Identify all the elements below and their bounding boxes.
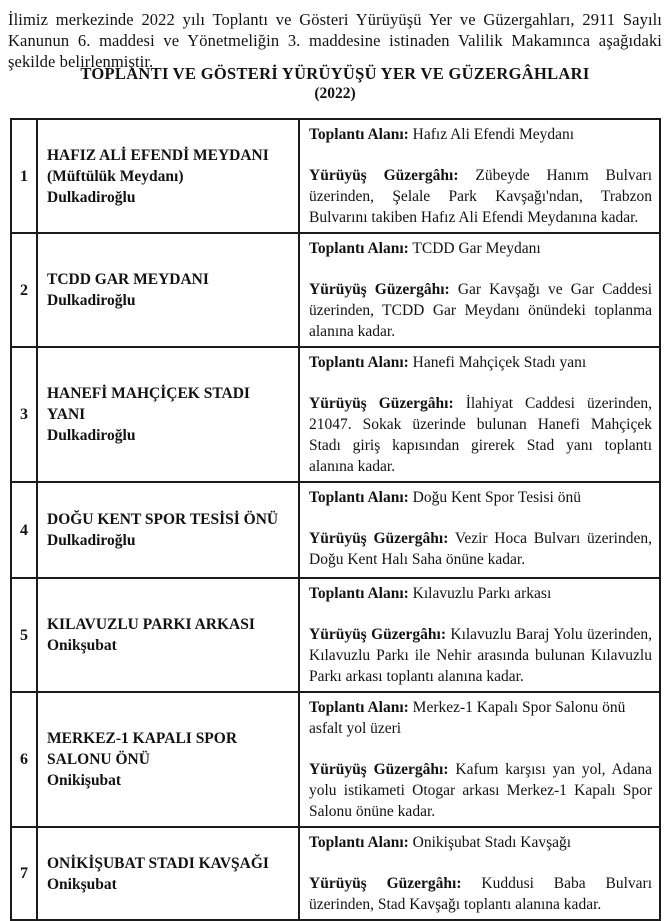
table-row <box>11 347 660 482</box>
row-number: 7 <box>11 827 37 920</box>
place-name: MERKEZ-1 KAPALI SPOR SALONU ÖNÜ <box>47 730 238 768</box>
meeting-area-label: Toplantı Alanı: <box>309 585 409 602</box>
table-row <box>11 233 660 347</box>
march-route-value: Zübeyde Hanım Bulvarı üzerinden, Şelale Park Kavşağı'ndan, Trabzon Bulvarını takiben Hafız Ali Efendi Meydanına kadar. <box>309 167 653 226</box>
meeting-area-line <box>309 583 652 604</box>
routes-table <box>10 118 661 921</box>
intro-paragraph: İlimiz merkezinde 2022 yılı Toplantı ve Gösteri Yürüyüşü Yer ve Güzergahları, 2911 Sayılı Kanunun 6. maddesi ve Yönetmeliğin 3. maddesine istinaden Valilik Makamınca aşağıdaki şekilde belirlenmiştir. <box>8 10 662 71</box>
meeting-area-value: Merkez-1 Kapalı Spor Salonu önü asfalt yol üzeri <box>309 699 626 737</box>
march-route-line <box>309 528 652 570</box>
march-route-label: Yürüyüş Güzergâhı: <box>309 626 446 643</box>
district-name: Dulkadiroğlu <box>47 532 136 549</box>
table-row <box>11 482 660 578</box>
meeting-area-label: Toplantı Alanı: <box>309 354 409 371</box>
march-route-line <box>309 279 652 342</box>
page-title: TOPLANTI VE GÖSTERİ YÜRÜYÜŞÜ YER VE GÜZERGÂHLARI <box>80 64 590 83</box>
district-name: Onikşubat <box>47 637 117 654</box>
meeting-area-value: Doğu Kent Spor Tesisi önü <box>412 489 581 506</box>
march-route-label: Yürüyüş Güzergâhı: <box>309 875 462 892</box>
march-route-label: Yürüyüş Güzergâhı: <box>309 281 450 298</box>
march-route-line <box>309 759 652 822</box>
row-number: 2 <box>11 233 37 347</box>
meeting-area-line <box>309 487 652 508</box>
place-cell <box>37 119 299 233</box>
meeting-area-label: Toplantı Alanı: <box>309 126 409 143</box>
march-route-value: Gar Kavşağı ve Gar Caddesi üzerinden, TCDD Gar Meydanı önündeki toplanma alanına kadar. <box>309 281 653 340</box>
meeting-area-label: Toplantı Alanı: <box>309 240 409 257</box>
meeting-area-line <box>309 697 652 739</box>
march-route-value: İlahiyat Caddesi üzerinden, 21047. Sokak üzerinde bulunan Hanefi Mahçiçek Stadı giriş kapısından girerek Stad yanı toplantı alanına kadar. <box>309 395 653 475</box>
march-route-line <box>309 393 652 477</box>
district-name: Onikişubat <box>47 772 122 789</box>
meeting-area-value: TCDD Gar Meydanı <box>412 240 541 257</box>
district-name: Dulkadiroğlu <box>47 427 136 444</box>
details-cell <box>299 692 660 827</box>
place-cell <box>37 692 299 827</box>
place-cell <box>37 482 299 578</box>
details-cell <box>299 119 660 233</box>
meeting-area-line <box>309 124 652 145</box>
march-route-value: Kuddusi Baba Bulvarı üzerinden, Stad Kavşağı toplantı alanına kadar. <box>309 875 652 913</box>
page-subtitle-year: (2022) <box>314 85 356 102</box>
place-cell <box>37 827 299 920</box>
march-route-line <box>309 873 652 915</box>
meeting-area-line <box>309 238 652 259</box>
meeting-area-label: Toplantı Alanı: <box>309 699 409 716</box>
place-name: TCDD GAR MEYDANI <box>47 271 209 288</box>
row-number: 4 <box>11 482 37 578</box>
meeting-area-value: Hafız Ali Efendi Meydanı <box>412 126 575 143</box>
meeting-area-line <box>309 352 652 373</box>
march-route-value: Kılavuzlu Baraj Yolu üzerinden, Kılavuzlu Parkı ile Nehir arasında bulunan Kılavuzlu Parkı arkası toplantı alanına kadar. <box>309 626 653 685</box>
march-route-line <box>309 624 652 687</box>
place-name: HAFIZ ALİ EFENDİ MEYDANI <box>47 146 269 164</box>
place-name: KILAVUZLU PARKI ARKASI <box>47 616 255 633</box>
meeting-area-label: Toplantı Alanı: <box>309 489 409 506</box>
row-number: 1 <box>11 119 37 233</box>
march-route-label: Yürüyüş Güzergâhı: <box>309 395 454 412</box>
march-route-value: Vezir Hoca Bulvarı üzerinden, Doğu Kent Halı Saha önüne kadar. <box>309 530 652 568</box>
details-cell <box>299 827 660 920</box>
row-number: 6 <box>11 692 37 827</box>
place-cell <box>37 233 299 347</box>
march-route-label: Yürüyüş Güzergâhı: <box>309 167 459 184</box>
meeting-area-value: Hanefi Mahçiçek Stadı yanı <box>412 354 587 371</box>
place-cell <box>37 578 299 692</box>
table-row <box>11 119 660 233</box>
district-name: Dulkadiroğlu <box>47 188 136 206</box>
meeting-area-line <box>309 832 652 853</box>
table-row <box>11 692 660 827</box>
details-cell <box>299 578 660 692</box>
place-cell <box>37 347 299 482</box>
details-cell <box>299 347 660 482</box>
meeting-area-value: Kılavuzlu Parkı arkası <box>412 585 552 602</box>
row-number: 5 <box>11 578 37 692</box>
march-route-line <box>309 165 652 228</box>
march-route-label: Yürüyüş Güzergâhı: <box>309 530 449 547</box>
table-row <box>11 827 660 920</box>
district-name: Dulkadiroğlu <box>47 292 136 309</box>
table-row <box>11 578 660 692</box>
details-cell <box>299 233 660 347</box>
place-alt-name: (Müftülük Meydanı) <box>47 167 184 185</box>
meeting-area-value: Onikişubat Stadı Kavşağı <box>412 834 572 851</box>
place-name: ONİKİŞUBAT STADI KAVŞAĞI <box>47 854 269 872</box>
details-cell <box>299 482 660 578</box>
meeting-area-label: Toplantı Alanı: <box>309 834 409 851</box>
march-route-label: Yürüyüş Güzergâhı: <box>309 761 449 778</box>
march-route-value: Kafum karşısı yan yol, Adana yolu istikameti Otogar arkası Merkez-1 Kapalı Spor Salonu önüne kadar. <box>309 761 653 820</box>
title-block <box>0 64 670 103</box>
district-name: Onikşubat <box>47 875 117 893</box>
place-name: DOĞU KENT SPOR TESİSİ ÖNÜ <box>47 511 279 528</box>
row-number: 3 <box>11 347 37 482</box>
place-name: HANEFİ MAHÇİÇEK STADI YANI <box>47 385 250 423</box>
